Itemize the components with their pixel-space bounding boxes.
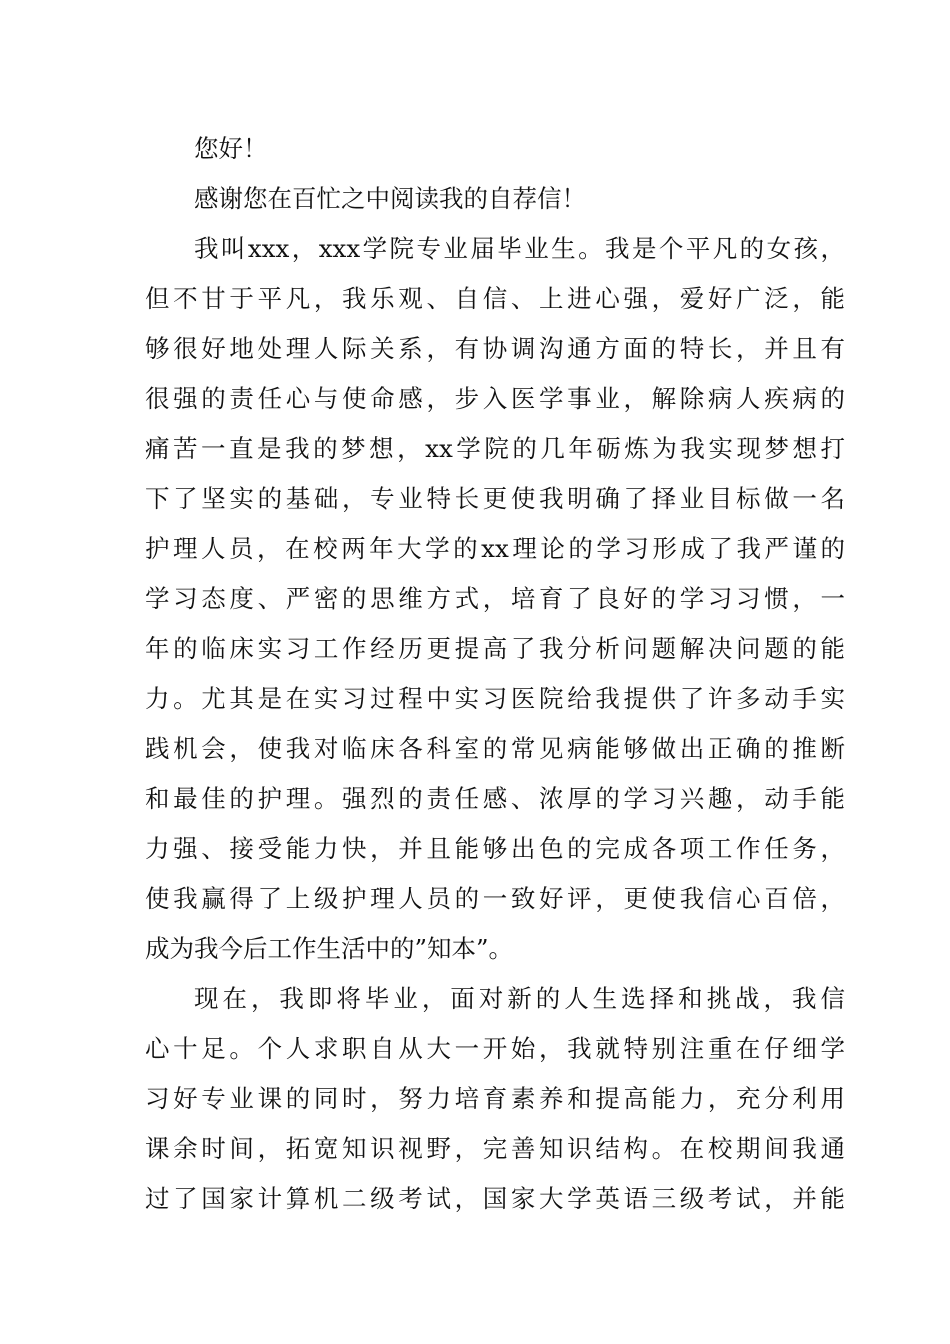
paragraph-1-line: 年的临床实习工作经历更提高了我分析问题解决问题的能 bbox=[145, 634, 845, 663]
paragraph-1-line: 成为我今后工作生活中的”知本”。 bbox=[145, 934, 514, 963]
paragraph-1-line: 力。尤其是在实习过程中实习医院给我提供了许多动手实 bbox=[145, 684, 845, 713]
thanks-line: 感谢您在百忙之中阅读我的自荐信！ bbox=[194, 184, 586, 213]
paragraph-1-line: 但不甘于平凡，我乐观、自信、上进心强，爱好广泛，能 bbox=[145, 284, 845, 313]
paragraph-1-line: 使我赢得了上级护理人员的一致好评，更使我信心百倍， bbox=[145, 884, 845, 913]
paragraph-2-line: 过了国家计算机二级考试，国家大学英语三级考试，并能 bbox=[145, 1184, 845, 1213]
paragraph-1-line: 下了坚实的基础，专业特长更使我明确了择业目标做一名 bbox=[145, 484, 845, 513]
paragraph-2-line: 课余时间，拓宽知识视野，完善知识结构。在校期间我通 bbox=[145, 1134, 845, 1163]
paragraph-1-line: 痛苦一直是我的梦想，xx学院的几年砺炼为我实现梦想打 bbox=[145, 434, 845, 463]
paragraph-1-line: 践机会，使我对临床各科室的常见病能够做出正确的推断 bbox=[145, 734, 845, 763]
letter-body bbox=[145, 124, 845, 1224]
paragraph-1-line: 力强、接受能力快，并且能够出色的完成各项工作任务， bbox=[145, 834, 845, 863]
paragraph-2-line: 现在，我即将毕业，面对新的人生选择和挑战，我信 bbox=[194, 984, 845, 1013]
paragraph-2-line: 习好专业课的同时，努力培育素养和提高能力，充分利用 bbox=[145, 1084, 845, 1113]
paragraph-1-line: 学习态度、严密的思维方式，培育了良好的学习习惯，一 bbox=[145, 584, 845, 613]
paragraph-2-line: 心十足。个人求职自从大一开始，我就特别注重在仔细学 bbox=[145, 1034, 845, 1063]
paragraph-1-line: 和最佳的护理。强烈的责任感、浓厚的学习兴趣，动手能 bbox=[145, 784, 845, 813]
paragraph-1-line: 护理人员，在校两年大学的xx理论的学习形成了我严谨的 bbox=[145, 534, 845, 563]
paragraph-1-line: 很强的责任心与使命感，步入医学事业，解除病人疾病的 bbox=[145, 384, 845, 413]
paragraph-1-line: 够很好地处理人际关系，有协调沟通方面的特长，并且有 bbox=[145, 334, 845, 363]
greeting-line: 您好！ bbox=[194, 134, 268, 163]
paragraph-1-line: 我叫xxx，xxx学院专业届毕业生。我是个平凡的女孩， bbox=[194, 234, 845, 263]
